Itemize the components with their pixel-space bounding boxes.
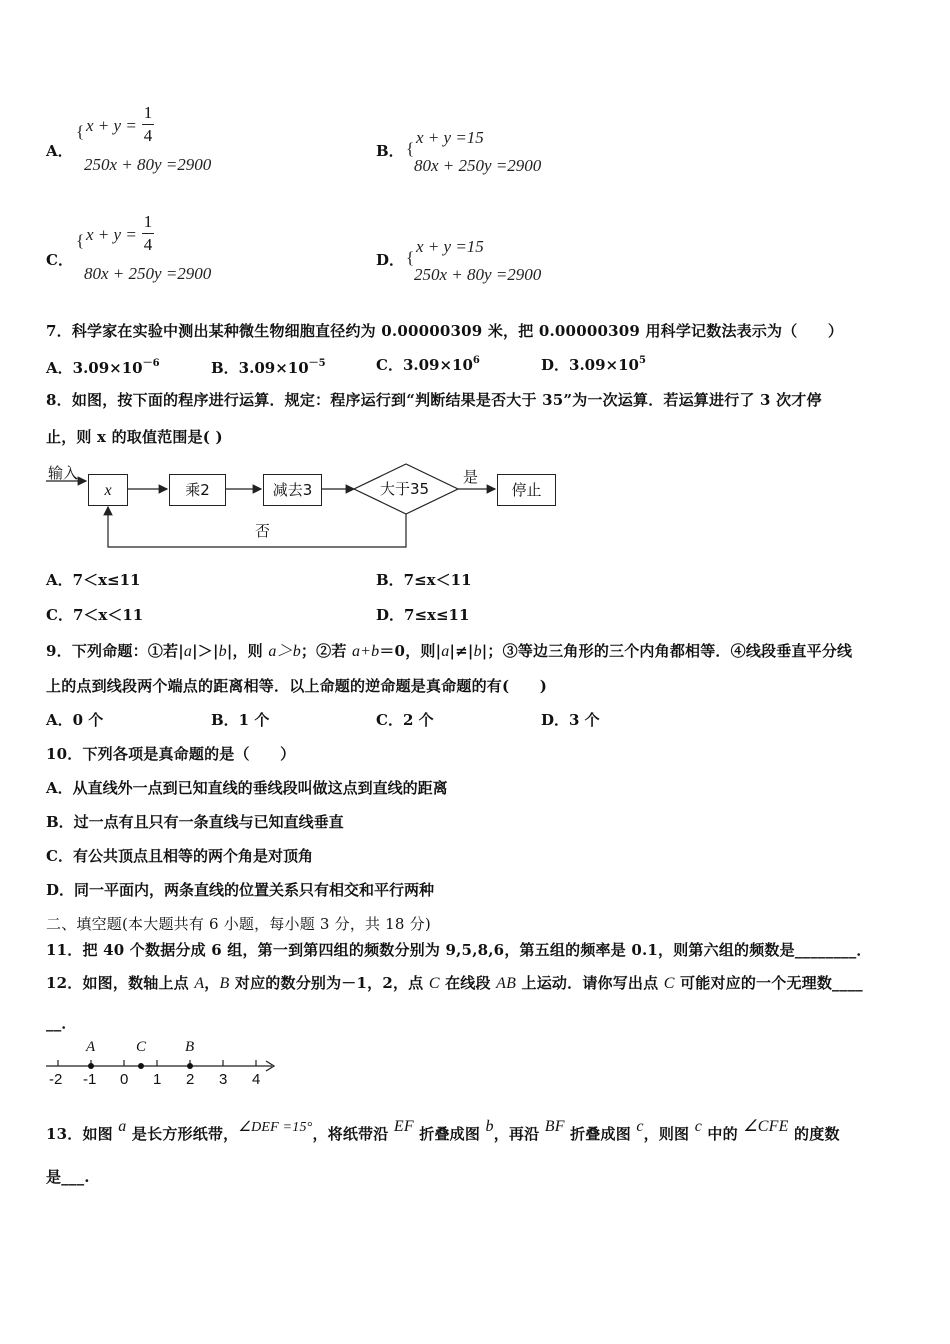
q12-question-line2: __． <box>46 1014 77 1032</box>
option-label: B． <box>376 142 404 160</box>
text: ＝0，则| <box>379 642 442 660</box>
text: ，将纸带沿 <box>312 1125 394 1143</box>
expr: a+b <box>351 643 380 660</box>
equation-2: 250x + 80y =2900 <box>414 265 542 284</box>
q10-question: 10．下列各项是真命题的是（ ） <box>46 745 296 763</box>
q13-question-line2: 是___. <box>46 1168 90 1186</box>
q10-option-c: C．有公共顶点且相等的两个角是对顶角 <box>46 847 313 865</box>
flow-decision-label: 大于35 <box>380 480 430 498</box>
point-c: C <box>663 975 675 992</box>
q7-question: 7．科学家在实验中测出某种微生物细胞直径约为 0.00000309 米，把 0.00000309 用科学记数法表示为（ ） <box>46 322 844 340</box>
angle-cfe: ∠CFE <box>743 1118 789 1135</box>
q8-option-b: B．7≤x＜11 <box>376 571 472 589</box>
point-label-b: B <box>185 1039 195 1055</box>
point-label-a: A <box>86 1039 96 1055</box>
flow-yes-label: 是 <box>463 468 479 486</box>
brace: { <box>406 139 415 158</box>
figure-a: a <box>118 1118 127 1135</box>
line-ef: EF <box>393 1118 414 1135</box>
line-bf: BF <box>544 1118 565 1135</box>
fraction-denominator: 4 <box>143 235 153 254</box>
exponent: 5 <box>638 355 646 366</box>
var-a: a <box>441 643 450 660</box>
equation-2: 250x + 80y =2900 <box>84 155 212 174</box>
text: ；②若 <box>300 642 352 660</box>
text: ， <box>204 974 220 992</box>
text: |≠| <box>449 642 474 660</box>
point-c: C <box>428 975 440 992</box>
option-label: A． <box>46 142 73 160</box>
tick-label: -1 <box>83 1071 97 1088</box>
brace: { <box>406 248 415 267</box>
flow-input-label: 输入 <box>48 464 79 482</box>
flow-box-multiply: 乘2 <box>169 474 226 506</box>
q9-option-c: C．2 个 <box>376 711 434 729</box>
fraction-numerator: 1 <box>143 103 153 122</box>
equation-1: x + y = <box>86 116 137 135</box>
option-label: D． <box>376 251 405 269</box>
text: 折叠成图 <box>564 1125 637 1143</box>
option-label: C． <box>46 251 73 269</box>
tick-label: 2 <box>186 1071 195 1088</box>
q9-option-d: D．3 个 <box>541 711 600 729</box>
text: 在线段 <box>439 974 497 992</box>
text: |＞| <box>192 642 219 660</box>
brace: { <box>76 231 85 250</box>
option-text: B．3.09×10 <box>211 359 309 377</box>
option-text: A．3.09×10 <box>46 359 143 377</box>
flow-box-subtract: 减去3 <box>263 474 322 506</box>
text: |，则 <box>226 642 269 660</box>
q11-question: 11．把 40 个数据分成 6 组，第一到第四组的频数分别为 9,5,8,6，第五组的频率是 0.1，则第六组的频数是________． <box>46 941 872 959</box>
q9-question-line2: 上的点到线段两个端点的距离相等．以上命题的逆命题是真命题的有( ) <box>46 677 547 695</box>
q13-question-line1 <box>46 1116 840 1144</box>
segment-ab: AB <box>496 975 517 992</box>
q8-option-c: C．7＜x＜11 <box>46 606 144 624</box>
var-b: b <box>473 643 482 660</box>
tick-label: 4 <box>252 1071 261 1088</box>
figure-b: b <box>485 1118 494 1135</box>
fraction-numerator: 1 <box>143 212 153 231</box>
flow-no-label: 否 <box>255 522 271 540</box>
text: 对应的数分别为－1，2，点 <box>229 974 429 992</box>
text: 可能对应的一个无理数____ <box>674 974 863 992</box>
point-label-c: C <box>136 1039 147 1055</box>
q9-option-a: A．0 个 <box>46 711 104 729</box>
q8-question-line2: 止，则 x 的取值范围是( ) <box>46 428 223 446</box>
variable-x: x <box>104 482 112 499</box>
q10-option-b: B．过一点有且只有一条直线与已知直线垂直 <box>46 813 344 831</box>
equation-2: 80x + 250y =2900 <box>84 264 212 283</box>
text: 12．如图，数轴上点 <box>46 974 195 992</box>
equation-2: 80x + 250y =2900 <box>414 156 542 175</box>
equation-1: x + y = <box>86 225 137 244</box>
figure-c: c <box>694 1118 702 1135</box>
text: 的度数 <box>788 1125 840 1143</box>
section-heading: 二、填空题(本大题共有 6 小题，每小题 3 分，共 18 分) <box>46 915 431 933</box>
q10-option-d: D．同一平面内，两条直线的位置关系只有相交和平行两种 <box>46 881 435 899</box>
var-a: a <box>183 643 193 660</box>
option-text: C．3.09×10 <box>376 356 473 374</box>
exponent: －6 <box>142 358 160 369</box>
q8-option-d: D．7≤x≤11 <box>376 606 470 624</box>
exponent: －5 <box>308 358 326 369</box>
tick-label: 0 <box>120 1071 129 1088</box>
q10-option-a: A．从直线外一点到已知直线的垂线段叫做这点到直线的距离 <box>46 779 448 797</box>
q8-question-line1: 8．如图，按下面的程序进行运算．规定：程序运行到“判断结果是否大于 35”为一次运算．若运算进行了 3 次才停 <box>46 391 822 409</box>
option-text: D．3.09×10 <box>541 356 639 374</box>
point-b: B <box>219 975 230 992</box>
q9-option-b: B．1 个 <box>211 711 270 729</box>
tick-label: 1 <box>153 1071 162 1088</box>
text: 是长方形纸带， <box>126 1125 239 1143</box>
text: 折叠成图 <box>413 1125 486 1143</box>
text: ，则图 <box>643 1125 695 1143</box>
angle-def: ∠DEF =15° <box>238 1120 313 1135</box>
text: 13．如图 <box>46 1125 119 1143</box>
expr: a＞b <box>268 643 301 660</box>
text: |；③等边三角形的三个内角都相等．④线段垂直平分线 <box>481 642 853 660</box>
var-b: b <box>218 643 227 660</box>
equation-1: x + y =15 <box>416 237 484 256</box>
text: 9．下列命题：①若| <box>46 642 184 660</box>
text: 上运动．请你写出点 <box>516 974 664 992</box>
equation-1: x + y =15 <box>416 128 484 147</box>
flow-box-stop: 停止 <box>497 474 556 506</box>
fraction-denominator: 4 <box>143 126 153 145</box>
tick-label: 3 <box>219 1071 228 1088</box>
point-a: A <box>194 975 205 992</box>
text: 中的 <box>702 1125 744 1143</box>
exponent: 6 <box>472 355 480 366</box>
figure-c: c <box>636 1118 644 1135</box>
text: ，再沿 <box>493 1125 545 1143</box>
tick-label: -2 <box>49 1071 63 1088</box>
q8-option-a: A．7＜x≤11 <box>46 571 141 589</box>
brace: { <box>76 122 85 141</box>
